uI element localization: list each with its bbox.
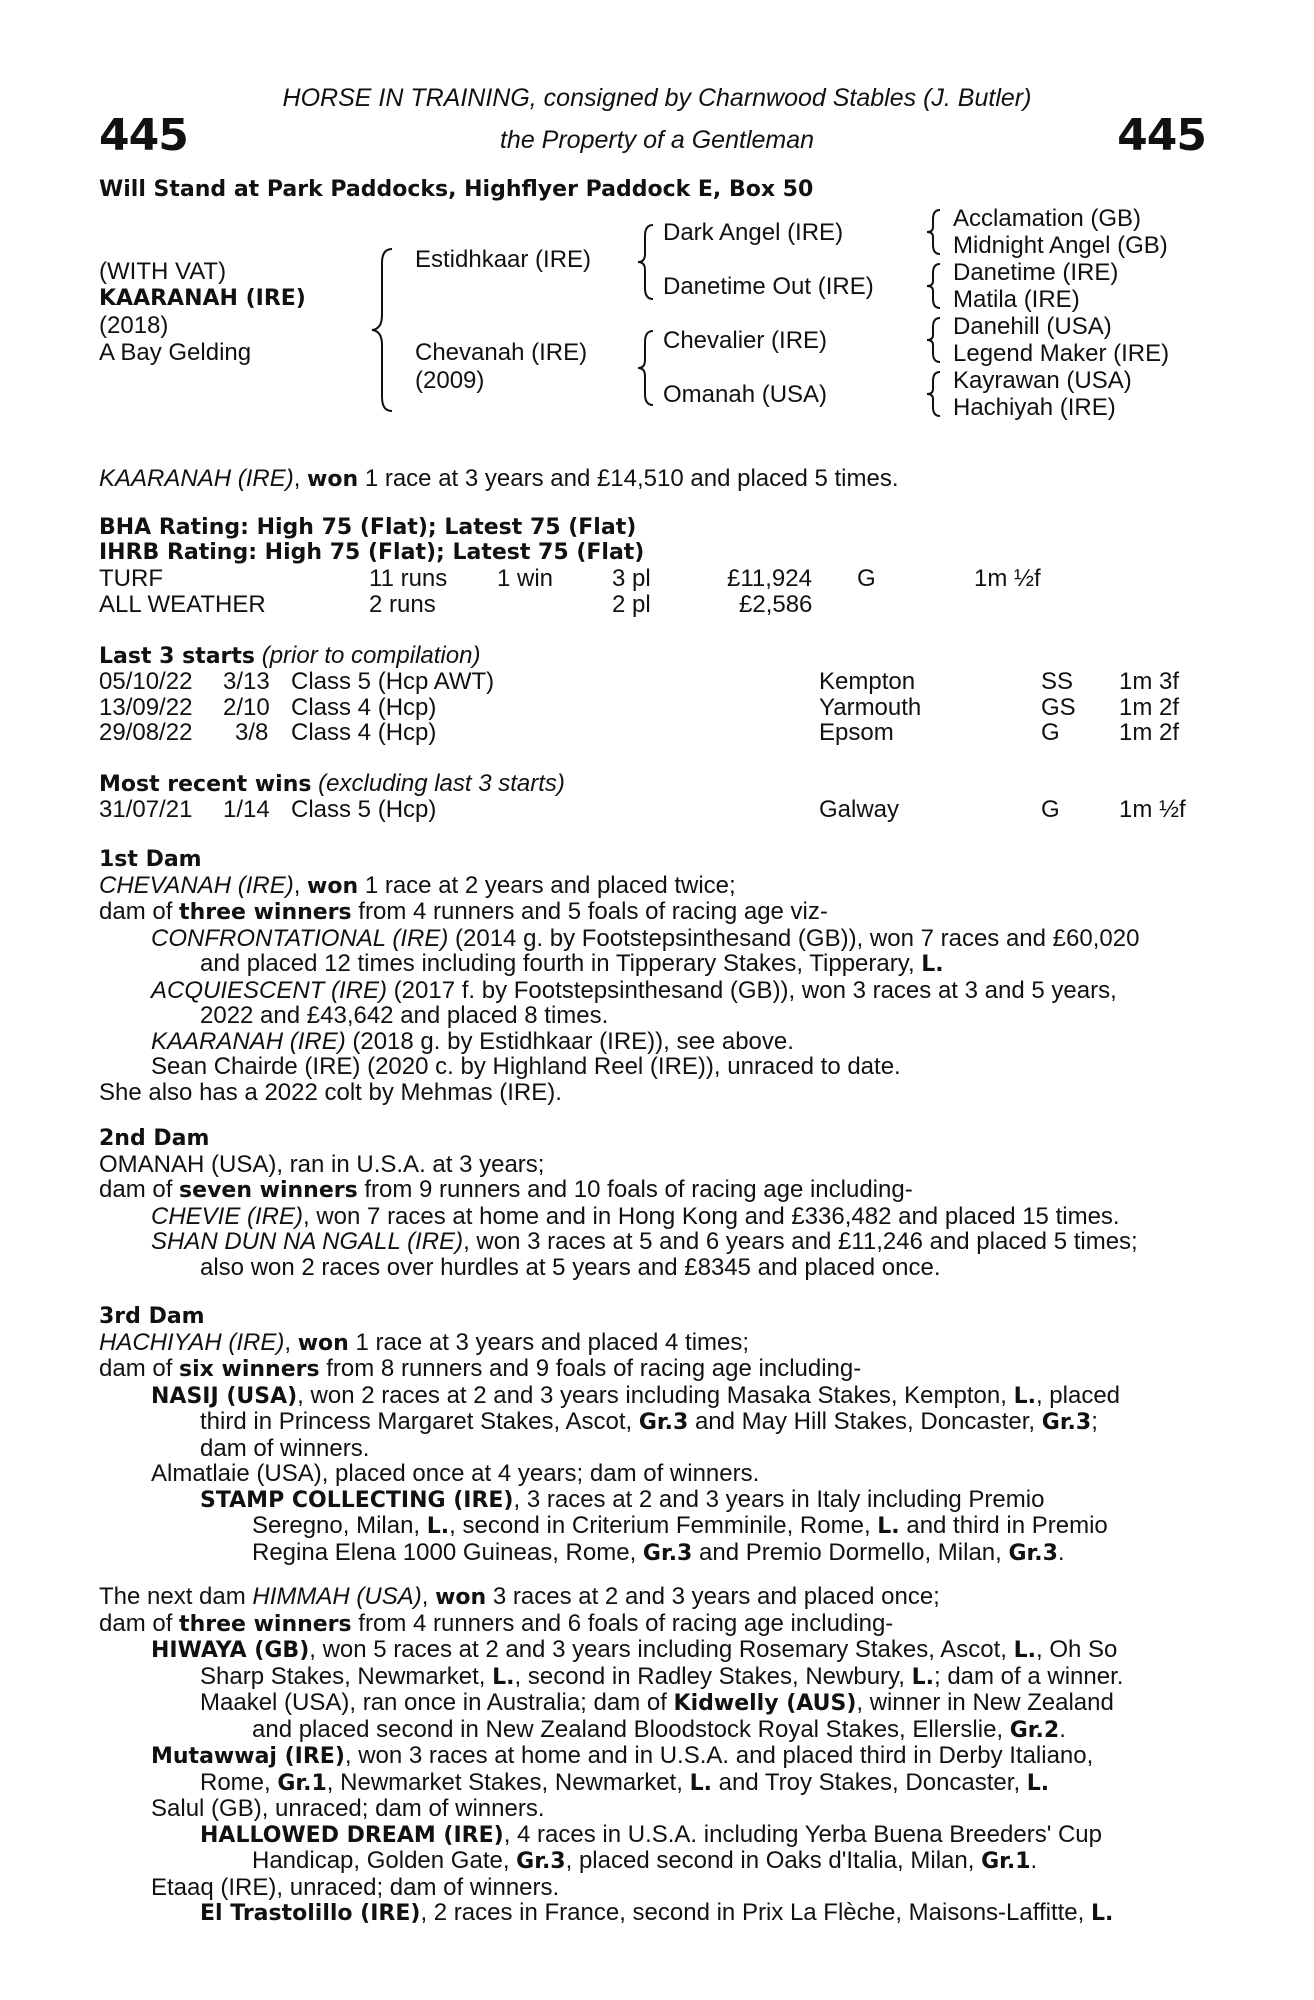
- produce-stamp-collecting: [99, 1487, 1219, 1514]
- text-run: (2018 g. by Estidhkaar (IRE)), see above.: [345, 1027, 794, 1055]
- produce-hiwaya-cont: [99, 1664, 1219, 1691]
- text-run: 3 races at 2 and 3 years and placed once;: [486, 1583, 940, 1610]
- summary-horse-name: KAARANAH (IRE): [99, 465, 294, 492]
- produce-name: KAARANAH (IRE): [151, 1027, 346, 1055]
- text-run: and Troy Stakes, Doncaster,: [711, 1768, 1027, 1796]
- race-grade: L.: [492, 1664, 515, 1690]
- race-grade: Gr.1: [981, 1849, 1031, 1874]
- winners-count: three winners: [179, 1611, 352, 1637]
- text-run: ;: [1091, 1408, 1098, 1435]
- record-aw-runs: 2 runs: [369, 591, 436, 618]
- pedigree-g2: Midnight Angel (GB): [953, 232, 1168, 259]
- summary-won: won: [307, 467, 359, 492]
- last3-row2-date: 13/09/22: [99, 693, 193, 721]
- text-run: from 9 runners and 10 foals of racing age including-: [357, 1176, 913, 1203]
- produce-nasij-cont: [99, 1409, 1219, 1436]
- second-dam-heading: 2nd Dam: [99, 1126, 210, 1151]
- pedigree-brace-g2: [924, 261, 944, 311]
- last3-row2-course: Yarmouth: [819, 693, 922, 721]
- race-grade: Gr.1: [277, 1770, 327, 1796]
- produce-maakel: [99, 1690, 1219, 1717]
- won-label: won: [435, 1585, 487, 1610]
- text-run: dam of: [99, 1355, 180, 1382]
- text-run: and Premio Dormello, Milan,: [692, 1538, 1009, 1566]
- last3-row2-distance: 1m 2f: [1119, 693, 1180, 721]
- lot-number-right: 445: [1117, 110, 1206, 161]
- last3-row3-race: Class 4 (Hcp): [291, 719, 437, 746]
- consignor-title: HORSE IN TRAINING, consigned by Charnwood Stables (J. Butler): [282, 84, 1032, 112]
- pedigree-brace-g3: [924, 315, 944, 365]
- race-grade: L.: [877, 1514, 900, 1539]
- race-grade: Gr.3: [638, 1410, 689, 1435]
- recent-win-course: Galway: [819, 796, 900, 823]
- text-run: .: [1030, 1847, 1038, 1874]
- produce-name: HALLOWED DREAM (IRE): [200, 1822, 504, 1848]
- race-grade: L.: [1026, 1770, 1050, 1796]
- record-turf-runs: 11 runs: [369, 565, 448, 592]
- text-run: Rome,: [200, 1768, 278, 1796]
- pedigree-g5: Danehill (USA): [953, 313, 1112, 340]
- pedigree-g1: Acclamation (GB): [953, 205, 1142, 232]
- race-grade: Gr.3: [516, 1849, 566, 1874]
- produce-name: CHEVIE (IRE): [151, 1202, 304, 1230]
- won-label: won: [307, 873, 359, 899]
- summary-rest: 1 race at 3 years and £14,510 and placed 5 times.: [358, 465, 899, 492]
- last3-row3-distance: 1m 2f: [1119, 719, 1180, 746]
- winners-count: seven winners: [179, 1178, 358, 1203]
- produce-stamp-collecting-cont2: [99, 1540, 1219, 1567]
- recent-win-pos: 1/14: [223, 796, 270, 823]
- produce-nasij-cont2: dam of winners.: [200, 1434, 370, 1462]
- third-dam-name: HACHIYAH (IRE): [99, 1328, 285, 1356]
- won-label: won: [297, 1330, 349, 1356]
- last3-row1-race: Class 5 (Hcp AWT): [291, 668, 495, 695]
- text-run: 1 race at 2 years and placed twice;: [358, 871, 736, 899]
- text-run: (2014 g. by Footstepsinthesand (GB)), won 7 races and £60,020: [448, 924, 1140, 952]
- produce-salul: Salul (GB), unraced; dam of winners.: [151, 1795, 545, 1822]
- text-run: , 3 races at 2 and 3 years in Italy including Premio: [513, 1485, 1045, 1513]
- third-dam-line2: [99, 1356, 1219, 1383]
- text-run: , won 2 races at 2 and 3 years including Masaka Stakes, Kempton,: [297, 1381, 1014, 1409]
- text-run: ; dam of a winner.: [933, 1662, 1124, 1690]
- first-dam-line1: [99, 873, 1219, 900]
- produce-sean-chairde: Sean Chairde (IRE) (2020 c. by Highland Reel (IRE)), unraced to date.: [151, 1053, 901, 1080]
- last3-row3-course: Epsom: [819, 719, 894, 746]
- next-dam-line1: [99, 1584, 1219, 1611]
- text-run: , Newmarket Stakes, Newmarket,: [326, 1768, 690, 1796]
- text-run: , placed second in Oaks d'Italia, Milan,: [565, 1847, 982, 1874]
- produce-chevie: [99, 1204, 1219, 1230]
- text-run: , won 3 races at 5 and 6 years and £11,246 and placed 5 times;: [463, 1228, 1138, 1255]
- location-line: Will Stand at Park Paddocks, Highflyer Paddock E, Box 50: [99, 177, 814, 202]
- text-run: , won 3 races at home and in U.S.A. and placed third in Derby Italiano,: [344, 1742, 1094, 1769]
- text-run: Maakel (USA), ran once in Australia; dam of: [200, 1689, 674, 1716]
- text-run: Sharp Stakes, Newmarket,: [200, 1662, 493, 1690]
- text-run: from 8 runners and 9 foals of racing age including-: [319, 1355, 862, 1382]
- text-run: and third in Premio: [899, 1512, 1108, 1539]
- produce-hallowed-dream: [99, 1822, 1219, 1849]
- property-title: the Property of a Gentleman: [499, 126, 815, 154]
- race-grade: Gr.3: [642, 1540, 693, 1566]
- produce-name: SHAN DUN NA NGALL (IRE): [151, 1228, 464, 1255]
- produce-almatlaie: Almatlaie (USA), placed once at 4 years; dam of winners.: [151, 1460, 760, 1487]
- text-run: Regina Elena 1000 Guineas, Rome,: [252, 1538, 643, 1566]
- first-dam-section: [99, 847, 1219, 1105]
- text-run: Seregno, Milan,: [252, 1512, 427, 1539]
- first-dam-line2: [99, 899, 1219, 926]
- produce-name: Kidwelly (AUS): [673, 1691, 857, 1716]
- recent-win-race: Class 5 (Hcp): [291, 796, 437, 823]
- last3-row2-race: Class 4 (Hcp): [291, 693, 437, 721]
- record-turf-going: G: [857, 565, 876, 592]
- text-run: , Oh So: [1036, 1636, 1118, 1663]
- next-dam-name: HIMMAH (USA): [252, 1583, 422, 1610]
- produce-name: STAMP COLLECTING (IRE): [200, 1487, 514, 1513]
- second-dam-line2: [99, 1177, 1219, 1204]
- produce-mutawwaj-cont: [99, 1770, 1219, 1797]
- pedigree-brace-dam: [635, 328, 657, 408]
- next-dam-line2: [99, 1611, 1219, 1638]
- text-run: and May Hill Stakes, Doncaster,: [688, 1408, 1042, 1435]
- pedigree-sire: Estidhkaar (IRE): [415, 246, 592, 273]
- second-dam-line1: OMANAH (USA), ran in U.S.A. at 3 years;: [99, 1150, 545, 1178]
- recent-win-distance: 1m ½f: [1119, 796, 1186, 823]
- produce-name: ACQUIESCENT (IRE): [151, 976, 388, 1004]
- pedigree-g3: Danetime (IRE): [953, 259, 1119, 286]
- produce-name: El Trastolillo (IRE): [200, 1901, 421, 1926]
- text-run: Handicap, Golden Gate,: [252, 1847, 517, 1874]
- race-grade: L.: [921, 952, 944, 977]
- text-run: and placed second in New Zealand Bloodstock Royal Stakes, Ellerslie,: [252, 1715, 1010, 1743]
- last3-row1-pos: 3/13: [223, 668, 270, 695]
- race-grade: Gr.3: [1041, 1410, 1092, 1435]
- record-turf-surface: TURF: [99, 565, 163, 592]
- produce-stamp-collecting-cont: [99, 1513, 1219, 1540]
- text-run: , won 7 races at home and in Hong Kong and £336,482 and placed 15 times.: [303, 1202, 1120, 1230]
- winners-count: three winners: [179, 900, 352, 925]
- produce-name: NASIJ (USA): [151, 1383, 298, 1409]
- winners-count: six winners: [179, 1357, 320, 1382]
- lot-number-left: 445: [99, 110, 188, 161]
- last3-row2-pos: 2/10: [223, 693, 270, 721]
- race-grade: L.: [426, 1514, 450, 1539]
- last3-note: (prior to compilation): [261, 642, 481, 669]
- record-table: [99, 565, 1219, 617]
- bha-rating: BHA Rating: High 75 (Flat); Latest 75 (Flat): [99, 515, 637, 540]
- pedigree-dam-year: (2009): [415, 367, 485, 394]
- horse-name: KAARANAH (IRE): [99, 286, 306, 311]
- text-run: from 4 runners and 5 foals of racing age viz-: [351, 898, 828, 925]
- pedigree-dam: Chevanah (IRE): [415, 339, 588, 366]
- text-run: ,: [284, 1328, 298, 1356]
- third-dam-line1: [99, 1330, 1219, 1357]
- vat-note: (WITH VAT): [99, 258, 227, 285]
- third-dam-heading: 3rd Dam: [99, 1304, 205, 1329]
- next-dam-section: [99, 1584, 1219, 1927]
- last3-row1-date: 05/10/22: [99, 668, 193, 695]
- produce-etaaq: Etaaq (IRE), unraced; dam of winners.: [151, 1873, 560, 1901]
- recent-wins-note: (excluding last 3 starts): [318, 770, 565, 797]
- text-run: third in Princess Margaret Stakes, Ascot,: [200, 1408, 639, 1435]
- race-summary: KAARANAH (IRE), won 1 race at 3 years and £14,510 and placed 5 times.: [99, 465, 899, 492]
- produce-acquiescent-cont: 2022 and £43,642 and placed 8 times.: [200, 1002, 609, 1029]
- pedigree-dam-dam: Omanah (USA): [663, 381, 828, 408]
- produce-acquiescent: [99, 978, 1219, 1004]
- text-run: from 4 runners and 6 foals of racing age including-: [351, 1609, 894, 1637]
- text-run: ,: [421, 1583, 436, 1610]
- text-run: .: [1059, 1715, 1066, 1743]
- race-grade: L.: [1091, 1901, 1114, 1926]
- last3-row3-going: G: [1041, 719, 1060, 746]
- horse-year: (2018): [99, 312, 169, 339]
- last3-row1-going: SS: [1041, 668, 1074, 695]
- recent-wins-table: [99, 796, 1219, 824]
- record-turf-prize: £11,924: [727, 565, 812, 592]
- text-run: , winner in New Zealand: [856, 1689, 1114, 1716]
- race-grade: L.: [689, 1770, 712, 1796]
- last3-row3-pos: 3/8: [235, 719, 269, 746]
- first-dam-name: CHEVANAH (IRE): [99, 871, 294, 899]
- pedigree-brace-sire: [635, 222, 657, 302]
- recent-wins-heading: Most recent wins: [99, 772, 312, 797]
- text-run: 1 race at 3 years and placed 4 times;: [348, 1328, 750, 1356]
- produce-maakel-cont: [99, 1717, 1219, 1744]
- produce-kaaranah: [99, 1029, 1219, 1055]
- pedigree-brace-main: [370, 245, 400, 415]
- record-turf-placed: 3 pl: [612, 565, 651, 592]
- text-run: , second in Radley Stakes, Newbury,: [514, 1662, 912, 1690]
- text-run: dam of: [99, 898, 180, 925]
- last3-row1-distance: 1m 3f: [1119, 668, 1180, 695]
- produce-name: HIWAYA (GB): [151, 1638, 310, 1663]
- produce-hallowed-dream-cont: [99, 1848, 1219, 1875]
- last3-row3-date: 29/08/22: [99, 719, 193, 746]
- produce-nasij: [99, 1383, 1219, 1410]
- pedigree-brace-g4: [924, 369, 944, 419]
- pedigree-g6: Legend Maker (IRE): [953, 340, 1170, 367]
- recent-win-going: G: [1041, 796, 1060, 823]
- first-dam-heading: 1st Dam: [99, 847, 202, 872]
- text-run: , 2 races in France, second in Prix La Flèche, Maisons-Laffitte,: [420, 1899, 1091, 1926]
- pedigree-g7: Kayrawan (USA): [953, 367, 1132, 394]
- race-grade: Gr.2: [1009, 1717, 1060, 1743]
- pedigree-g8: Hachiyah (IRE): [953, 394, 1116, 421]
- text-run: , 4 races in U.S.A. including Yerba Buena Breeders' Cup: [503, 1820, 1102, 1848]
- text-run: The next dam: [99, 1583, 253, 1610]
- record-turf-distance: 1m ½f: [974, 565, 1041, 592]
- last3-row2-going: GS: [1041, 693, 1076, 721]
- text-run: , won 5 races at 2 and 3 years including Rosemary Stakes, Ascot,: [309, 1636, 1014, 1663]
- text-run: dam of: [99, 1176, 180, 1203]
- race-grade: L.: [1013, 1638, 1036, 1663]
- race-grade: Gr.3: [1008, 1540, 1058, 1566]
- last3-heading-line: [99, 642, 480, 670]
- produce-hiwaya: [99, 1637, 1219, 1664]
- ihrb-rating: IHRB Rating: High 75 (Flat); Latest 75 (Flat): [99, 540, 645, 565]
- horse-description: A Bay Gelding: [99, 339, 252, 366]
- second-dam-section: [99, 1126, 1219, 1280]
- recent-win-date: 31/07/21: [99, 796, 193, 823]
- recent-wins-heading-line: [99, 770, 565, 798]
- produce-name: Mutawwaj (IRE): [151, 1744, 345, 1769]
- produce-2022-colt: She also has a 2022 colt by Mehmas (IRE).: [99, 1078, 562, 1106]
- produce-shan-dun-cont: also won 2 races over hurdles at 5 years and £8345 and placed once.: [200, 1253, 941, 1281]
- text-run: (2017 f. by Footstepsinthesand (GB)), won 3 races at 3 and 5 years,: [387, 976, 1117, 1004]
- produce-mutawwaj: [99, 1743, 1219, 1770]
- text-run: , placed: [1035, 1381, 1121, 1409]
- pedigree-g4: Matila (IRE): [953, 286, 1080, 313]
- third-dam-section: [99, 1304, 1219, 1566]
- produce-name: CONFRONTATIONAL (IRE): [151, 924, 449, 952]
- last3-heading: Last 3 starts: [99, 644, 256, 669]
- text-run: ,: [293, 871, 308, 899]
- pedigree-brace-g1: [924, 207, 944, 257]
- record-aw-surface: ALL WEATHER: [99, 591, 266, 618]
- text-run: dam of: [99, 1609, 180, 1637]
- text-run: .: [1057, 1538, 1065, 1566]
- produce-confrontational-cont: [99, 951, 1219, 978]
- last3-table: [99, 668, 1219, 748]
- text-run: , second in Criterium Femminile, Rome,: [449, 1512, 878, 1539]
- record-aw-prize: £2,586: [739, 591, 813, 618]
- last3-row1-course: Kempton: [819, 668, 916, 695]
- race-grade: L.: [1013, 1383, 1036, 1409]
- text-run: and placed 12 times including fourth in Tipperary Stakes, Tipperary,: [200, 950, 922, 977]
- pedigree-sire-dam: Danetime Out (IRE): [663, 273, 874, 300]
- record-aw-placed: 2 pl: [612, 591, 651, 618]
- pedigree-dam-sire: Chevalier (IRE): [663, 327, 828, 354]
- produce-confrontational: [99, 926, 1219, 952]
- pedigree-sire-sire: Dark Angel (IRE): [663, 219, 844, 246]
- race-grade: L.: [911, 1664, 934, 1690]
- produce-el-trastolillo: [99, 1900, 1219, 1927]
- record-turf-wins: 1 win: [497, 565, 554, 592]
- produce-shan-dun: [99, 1229, 1219, 1255]
